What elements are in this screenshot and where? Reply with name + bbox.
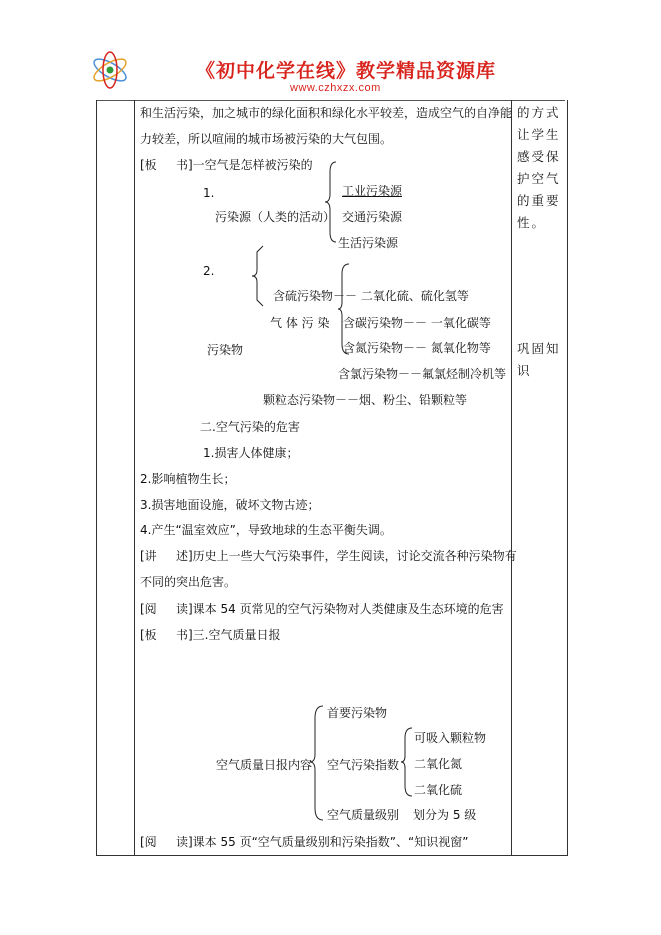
num1: 1.	[203, 186, 215, 200]
table-border-col1	[134, 100, 135, 856]
right-line2: 让学生	[517, 127, 561, 142]
carbon-pollutant: 含碳污染物－－ 一氧化碳等	[343, 316, 491, 330]
header-divider	[96, 100, 565, 101]
read1-prefix: [阅	[140, 602, 157, 616]
lecture-line2: 不同的突出危害。	[140, 575, 237, 589]
intro-line1: 和生活污染，加之城市的绿化面积和绿化水平较差，造成空气的自净能	[140, 106, 513, 120]
gas-pollution: 气 体 污 染	[270, 316, 330, 330]
board1-text: 书]一空气是怎样被污染的	[176, 158, 313, 172]
hazard-1: 1.损害人体健康；	[203, 446, 299, 460]
right-line3: 感受保	[517, 149, 561, 164]
lecture-line1: 述]历史上一些大气污染事件，学生阅读，讨论交流各种污染物有	[176, 549, 517, 563]
right-line1: 的方式	[517, 105, 561, 120]
lecture-prefix: [讲	[140, 549, 157, 563]
source-life: 生活污染源	[338, 236, 399, 250]
table-border-bottom	[96, 855, 568, 856]
pollutant-label: 污染物	[207, 343, 244, 357]
atom-logo-icon	[88, 48, 132, 92]
right-consolidate1: 巩固知	[517, 341, 561, 356]
table-border-right	[567, 100, 568, 856]
aq-grade-value: 划分为 5 级	[413, 808, 477, 822]
aq-report: 空气质量日报内容	[216, 758, 313, 772]
right-col-consolidate	[517, 338, 565, 382]
chlorine-pollutant: 含氯污染物－－氟氯烃制冷机等	[338, 367, 507, 381]
board2-text: 书]三.空气质量日报	[176, 628, 281, 642]
board1-prefix: [板	[140, 158, 157, 172]
table-border-col2	[511, 100, 512, 856]
intro-line2: 力较差，所以喧闹的城市场被污染的大气包围。	[140, 132, 393, 146]
nitrogen-pollutant: 含氮污染物－－ 氮氧化物等	[343, 341, 491, 355]
read2-text: 读]课本 55 页“空气质量级别和污染指数”、“知识视窗”	[176, 835, 469, 849]
aq-primary: 首要污染物	[327, 706, 388, 720]
board2-prefix: [板	[140, 628, 157, 642]
source-traffic: 交通污染源	[342, 210, 403, 224]
aq-grade: 空气质量级别	[327, 808, 400, 822]
particle-pollutant: 颗粒态污染物－－烟、粉尘、铅颗粒等	[263, 393, 468, 407]
aq-pm: 可吸入颗粒物	[414, 731, 487, 745]
hazard-title: 二.空气污染的危害	[200, 420, 300, 434]
pollution-source: 污染源（人类的活动）	[215, 210, 336, 224]
hazard-4: 4.产生“温室效应”，导致地球的生态平衡失调。	[140, 523, 392, 537]
source-industrial: 工业污染源	[342, 184, 403, 198]
hazard-3: 3.损害地面设施，破坏文物古迹；	[140, 498, 320, 512]
hazard-2: 2.影响植物生长；	[140, 472, 236, 486]
right-line4: 护空气	[517, 171, 561, 186]
brace-aq-index	[400, 726, 414, 798]
right-consolidate2: 识	[517, 363, 532, 378]
aq-index: 空气污染指数	[327, 758, 400, 772]
brace-pollutant	[251, 244, 265, 308]
read2-prefix: [阅	[140, 835, 157, 849]
read1-text: 读]课本 54 页常见的空气污染物对人类健康及生态环境的危害	[176, 602, 504, 616]
header-url: www.czhxzx.com	[290, 82, 381, 94]
right-line5: 的重要	[517, 193, 561, 208]
right-col-notes	[517, 102, 565, 234]
aq-so2: 二氧化硫	[414, 783, 463, 797]
header-title: 《初中化学在线》教学精品资源库	[196, 60, 497, 82]
aq-no2: 二氧化氮	[414, 757, 463, 771]
right-line6: 性。	[517, 215, 547, 230]
num2: 2.	[203, 264, 215, 278]
table-border-left	[96, 100, 97, 856]
brace-source	[324, 160, 338, 244]
sulfur-pollutant: 含硫污染物－－ 二氧化硫、硫化氢等	[273, 289, 469, 303]
